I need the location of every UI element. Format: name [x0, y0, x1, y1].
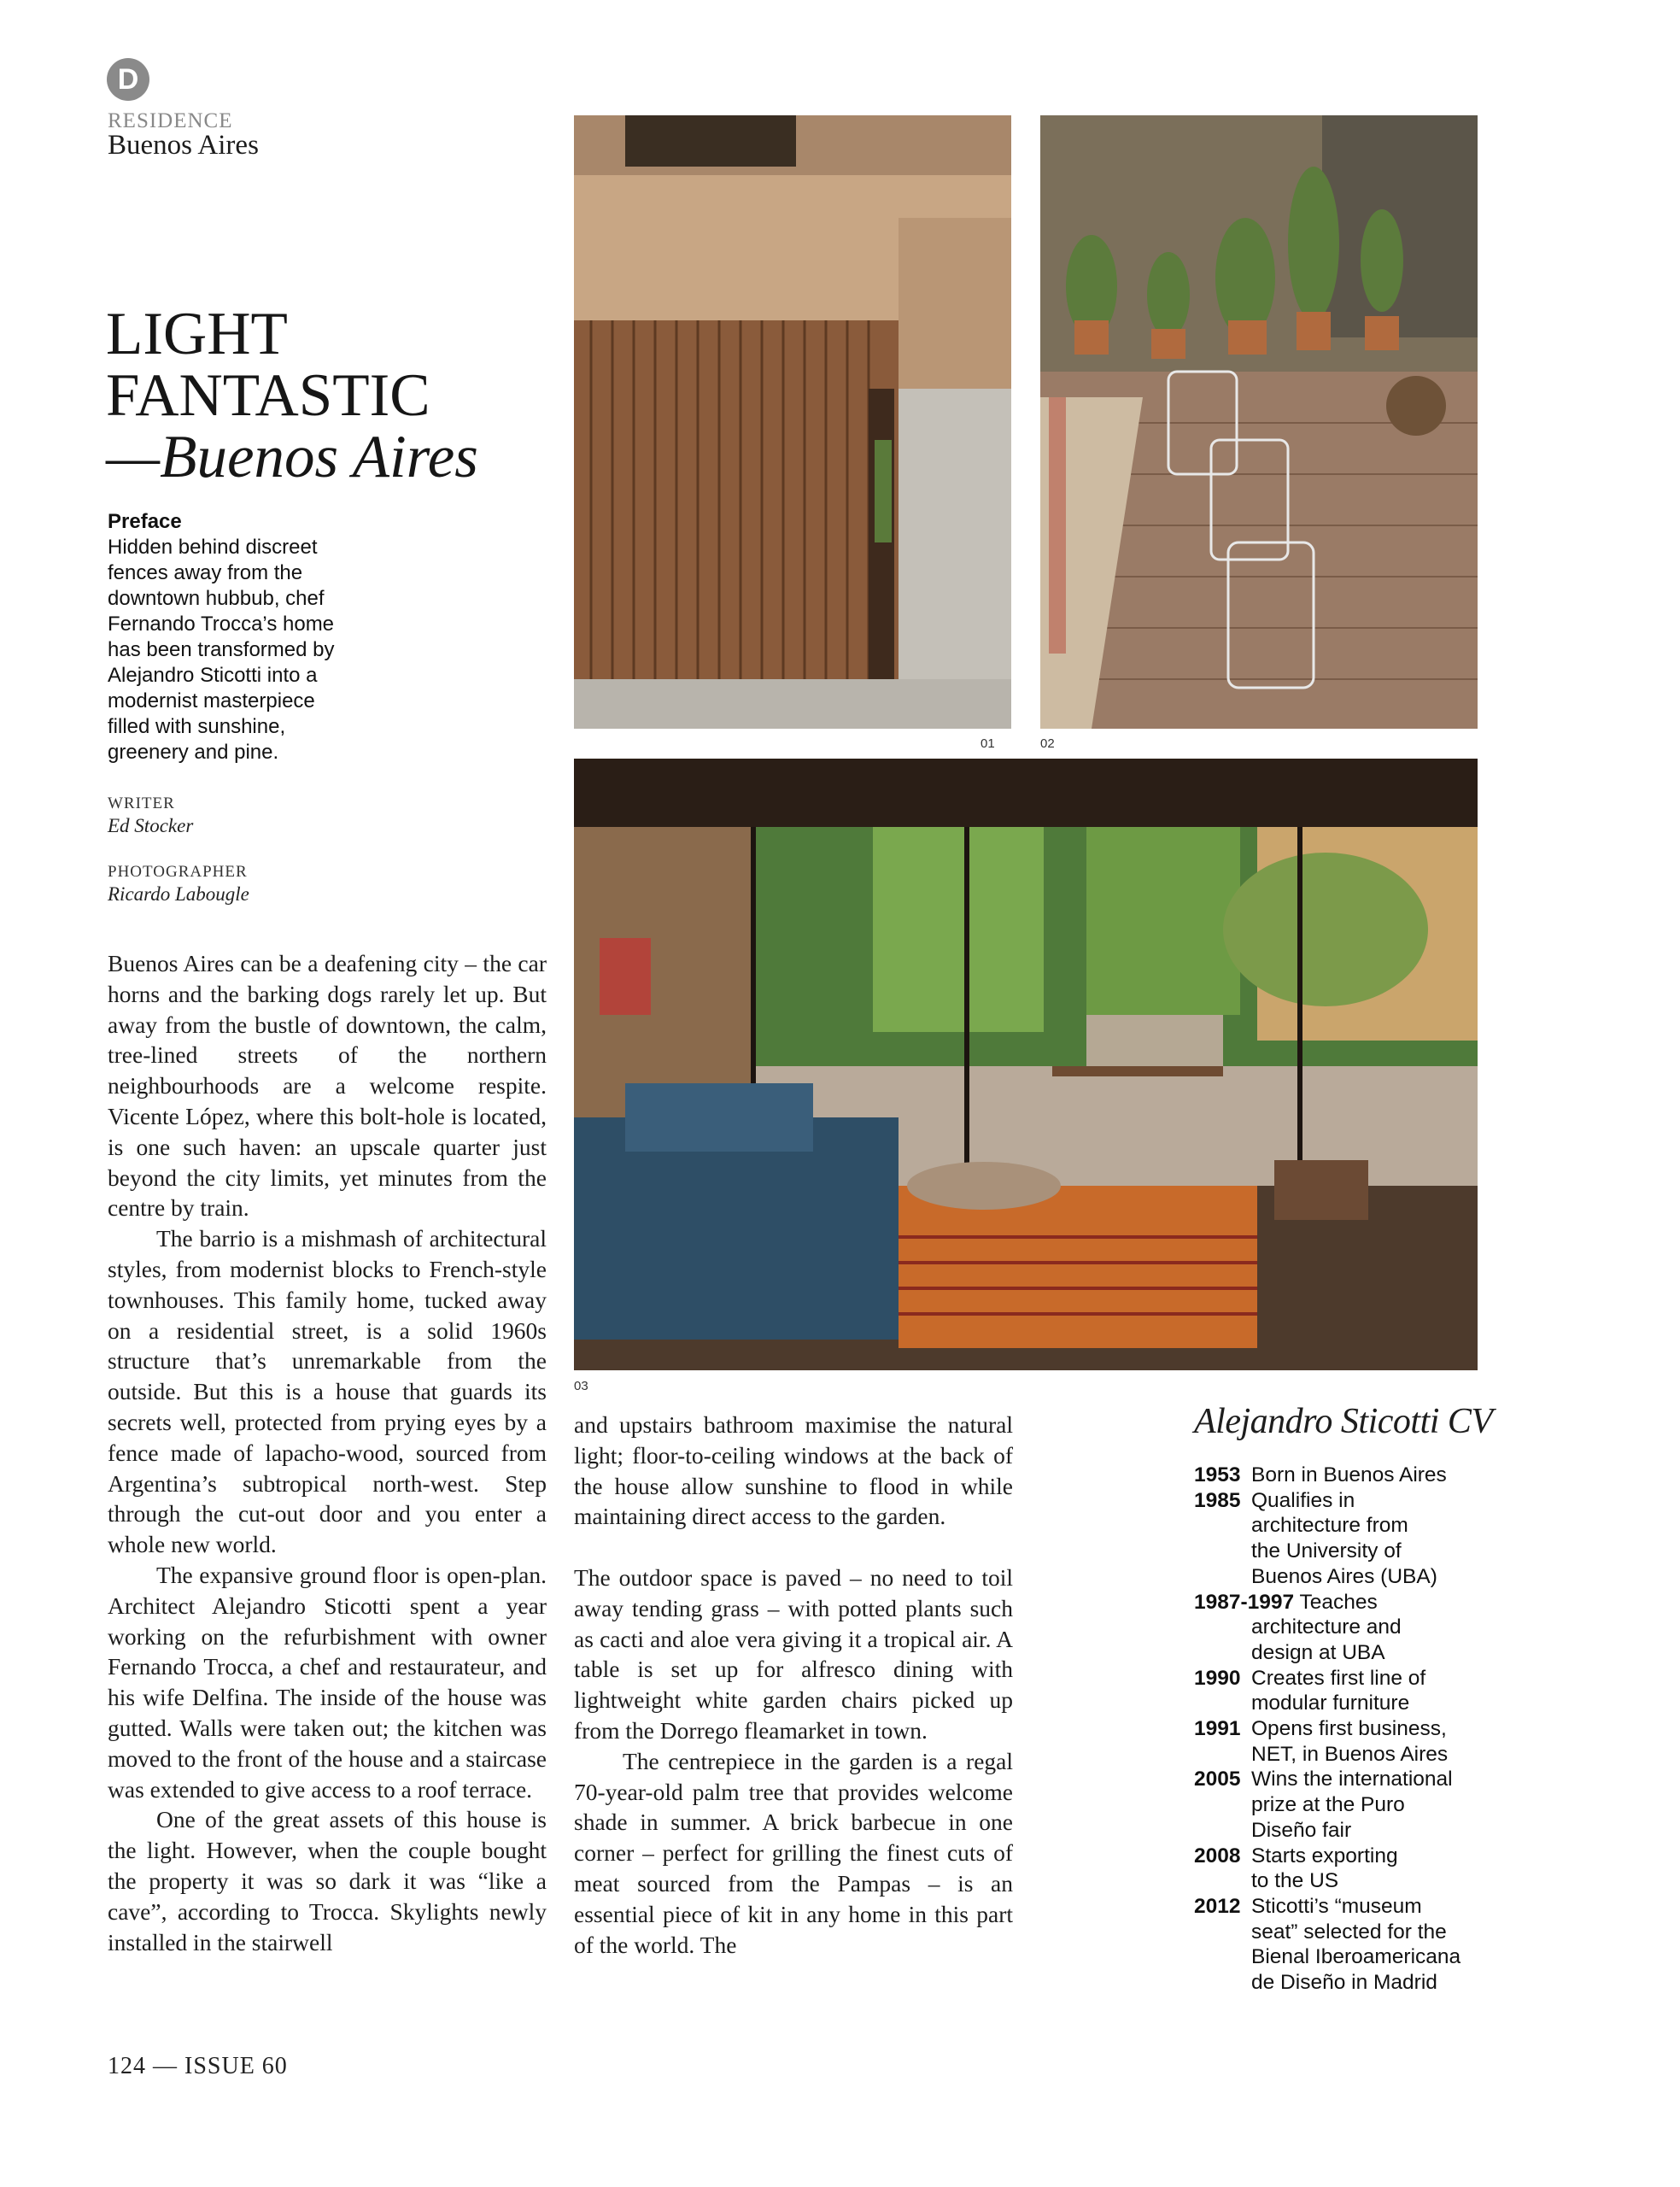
article-title [106, 303, 478, 488]
cv-line: Born in Buenos Aires [1251, 1463, 1447, 1486]
preface-line: Hidden behind discreet [108, 536, 318, 559]
cv-line: NET, in Buenos Aires [1251, 1742, 1449, 1766]
cv-line: Starts exporting [1251, 1844, 1398, 1867]
writer-name: Ed Stocker [108, 815, 194, 836]
cv-line: Bienal Iberoamericana [1251, 1945, 1461, 1969]
preface-line: greenery and pine. [108, 741, 279, 764]
cv-year: 1991 [1194, 1717, 1241, 1741]
cv-line: Qualifies in [1251, 1488, 1355, 1512]
cv-line: Teaches [1299, 1590, 1378, 1614]
cv-item [1194, 1716, 1484, 1767]
cv-line: seat” selected for the [1251, 1920, 1447, 1944]
paragraph: The centrepiece in the garden is a regal 70-year-old palm tree that provides welcome shade in summer. A brick barbecue in one corner – perfect for grilling the finest cuts of meat sourced from the Pampas – is an essential piece of kit in any home in this part of the world. The [574, 1747, 1013, 1958]
paragraph: and upstairs bathroom maximise the natural light; floor-to-ceiling windows at the back of the house allow sunshine to flood in while maintaining direct access to the garden. [574, 1411, 1013, 1530]
cv-year: 2005 [1194, 1768, 1241, 1791]
writer-credit [108, 794, 193, 837]
cv-line: modular furniture [1251, 1692, 1410, 1715]
section-badge: D [107, 58, 149, 101]
cv-line: Wins the international [1251, 1768, 1453, 1791]
preface-line: Fernando Trocca’s home [108, 613, 335, 636]
cv-line: Diseño fair [1251, 1818, 1352, 1842]
cv-year: 1985 [1194, 1488, 1241, 1512]
preface-heading: Preface [108, 510, 182, 533]
cv-line: de Diseño in Madrid [1251, 1971, 1437, 1995]
cv-line: prize at the Puro [1251, 1793, 1405, 1817]
preface-line: has been transformed by [108, 638, 335, 661]
paragraph: Buenos Aires can be a deafening city – the car horns and the barking dogs rarely let up. But away from the bustle of downtown, the calm, tree-lined streets of the northern neighbourhoods are a welcome respite. Vicente López, where this bolt-hole is located, is one such haven: an upscale quarter just beyond the city limits, yet minutes from the centre by train. [108, 950, 547, 1222]
title-line-2: FANTASTIC [106, 362, 430, 429]
paragraph: One of the great assets of this house is the light. However, when the couple bought the property it was so dark it was “like a cave”, according to Trocca. Skylights newly installed in the stairwell [108, 1806, 547, 1955]
cv-line: architecture from [1251, 1514, 1408, 1538]
title-line-3: —Buenos Aires [106, 424, 478, 490]
photo-exterior-fence [574, 115, 1011, 729]
cv-line: design at UBA [1251, 1640, 1385, 1664]
body-column-2 [574, 1410, 1013, 1960]
photographer-label: PHOTOGRAPHER [108, 863, 248, 881]
cv-year: 2012 [1194, 1894, 1241, 1918]
photo-patio-chairs [1040, 115, 1478, 729]
preface-line: modernist masterpiece [108, 689, 315, 712]
section-city: Buenos Aires [108, 130, 259, 161]
caption-02: 02 [1040, 736, 1055, 751]
caption-01: 01 [980, 736, 995, 751]
preface-line: fences away from the [108, 561, 303, 584]
preface-line: downtown hubbub, chef [108, 587, 325, 610]
cv-year: 1990 [1194, 1666, 1241, 1690]
cv-item [1194, 1590, 1484, 1666]
photographer-credit [108, 863, 249, 906]
preface [108, 509, 364, 765]
cv-line: to the US [1251, 1869, 1339, 1893]
cv-line: Opens first business, [1251, 1717, 1447, 1741]
page-folio: 124 — ISSUE 60 [108, 2053, 288, 2079]
cv-line: Sticotti’s “museum [1251, 1894, 1422, 1918]
preface-line: filled with sunshine, [108, 715, 286, 738]
cv-line: architecture and [1251, 1615, 1402, 1639]
cv-item [1194, 1463, 1484, 1488]
cv-year: 1987-1997 [1194, 1590, 1295, 1614]
cv-item [1194, 1666, 1484, 1716]
cv-item [1194, 1488, 1484, 1590]
photo-living-room [574, 759, 1478, 1370]
cv-title: Alejandro Sticotti CV [1194, 1402, 1493, 1441]
paragraph: The barrio is a mishmash of architectural styles, from modernist blocks to French-style townhouses. This family home, tucked away on a residential street, is a solid 1960s structure that’s unremarkable from the outside. But this is a house that guards its secrets well, protected from prying eyes by a fence made of lapacho-wood, sourced from Argentina’s subtropical north-west. Step through the cut-out door and you enter a whole new world. [108, 1225, 547, 1558]
cv-line: Creates first line of [1251, 1666, 1426, 1690]
writer-label: WRITER [108, 794, 175, 812]
cv-list [1194, 1463, 1484, 1996]
cv-year: 2008 [1194, 1844, 1241, 1867]
cv-item [1194, 1767, 1484, 1843]
cv-year: 1953 [1194, 1463, 1241, 1486]
paragraph: The outdoor space is paved – no need to toil away tending grass – with potted plants such as cacti and aloe vera giving it a tropical air. A table is set up for alfresco dining with lightweight white garden chairs picked up from the Dorrego fleamarket in town. [574, 1563, 1013, 1744]
preface-line: Alejandro Sticotti into a [108, 664, 318, 687]
section-label: RESIDENCE [108, 109, 233, 132]
cv-item [1194, 1844, 1484, 1894]
photographer-name: Ricardo Labougle [108, 883, 249, 905]
cv-line: Buenos Aires (UBA) [1251, 1564, 1437, 1588]
cv-item [1194, 1894, 1484, 1996]
caption-03: 03 [574, 1379, 588, 1393]
paragraph: The expansive ground floor is open-plan. Architect Alejandro Sticotti spent a year working on the refurbishment with owner Fernando Trocca, a chef and restaurateur, and his wife Delfina. The inside of the house was gutted. Walls were taken out; the kitchen was moved to the front of the house and a staircase was extended to give access to a roof terrace. [108, 1561, 547, 1803]
title-line-1: LIGHT [106, 301, 288, 367]
body-column-1 [108, 948, 547, 1957]
cv-line: the University of [1251, 1539, 1402, 1563]
